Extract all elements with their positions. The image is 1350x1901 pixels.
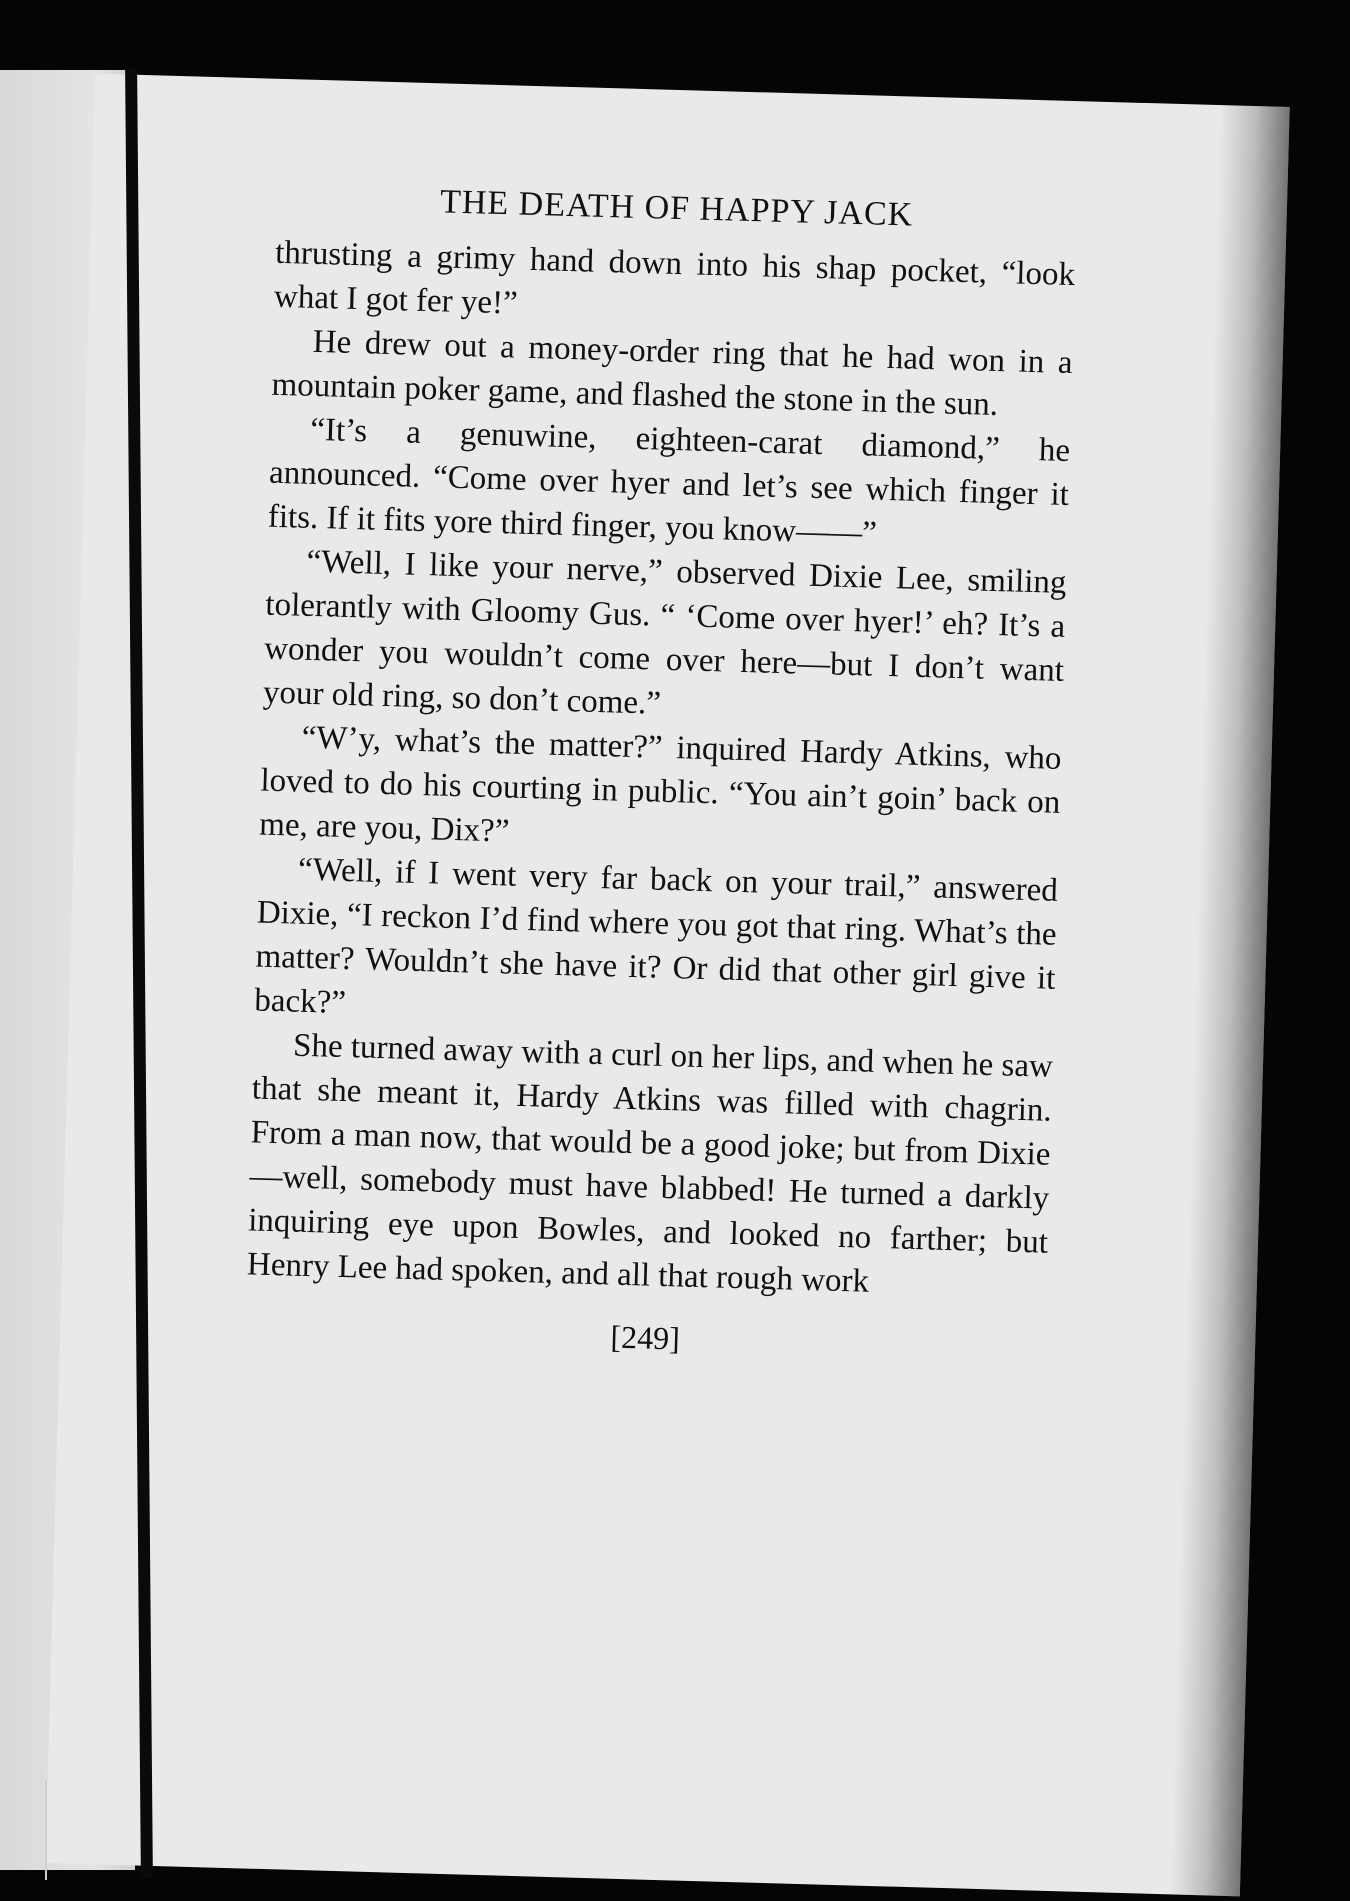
text-block bbox=[245, 179, 1077, 1368]
paragraph-4: “Well, I like your nerve,” observed Dixie Lee, smiling tolerantly with Gloomy Gus. “ ‘Come over hyer!’ eh? It’s a wonder you wouldn’t come over here—but I don’t want your old ring, so don’t come.” bbox=[262, 543, 1067, 722]
paragraph-5: “W’y, what’s the matter?” inquired Hardy Atkins, who loved to do his courting in public. “You ain’t goin’ back on me, are you, Dix?” bbox=[258, 719, 1062, 850]
edge-mark bbox=[45, 1780, 47, 1880]
page-number: [249] bbox=[610, 1318, 681, 1357]
running-head: THE DEATH OF HAPPY JACK bbox=[439, 183, 914, 234]
paragraph-6: “Well, if I went very far back on your trail,” answered Dixie, “I reckon I’d find where you got that ring. What’s the matter? Wouldn’t she have it? Or did that other girl give it back?” bbox=[253, 851, 1059, 1022]
paragraph-1: thrusting a grimy hand down into his shap pocket, “look what I got fer ye!” bbox=[273, 234, 1076, 322]
paragraph-2: He drew out a money-order ring that he had won in a mountain poker game, and flashed the stone in the sun. bbox=[271, 323, 1074, 423]
page-edge-shadow bbox=[1170, 105, 1290, 1896]
paragraph-3: “It’s a genuwine, eighteen-carat diamond,” he announced. “Come over hyer and let’s see which finger it fits. If it fits yore third finger, you know——” bbox=[267, 411, 1071, 552]
paragraph-7: She turned away with a curl on her lips, and when he saw that she meant it, Hardy Atkins was filled with chagrin. From a man now, that would be a good joke; but from Dixie—well, somebody must have blabbed! He turned a darkly inquiring eye upon Bowles, and looked no farther; but Henry Lee had spoken, and all that rough work bbox=[246, 1027, 1054, 1300]
book-page bbox=[45, 74, 1290, 1897]
